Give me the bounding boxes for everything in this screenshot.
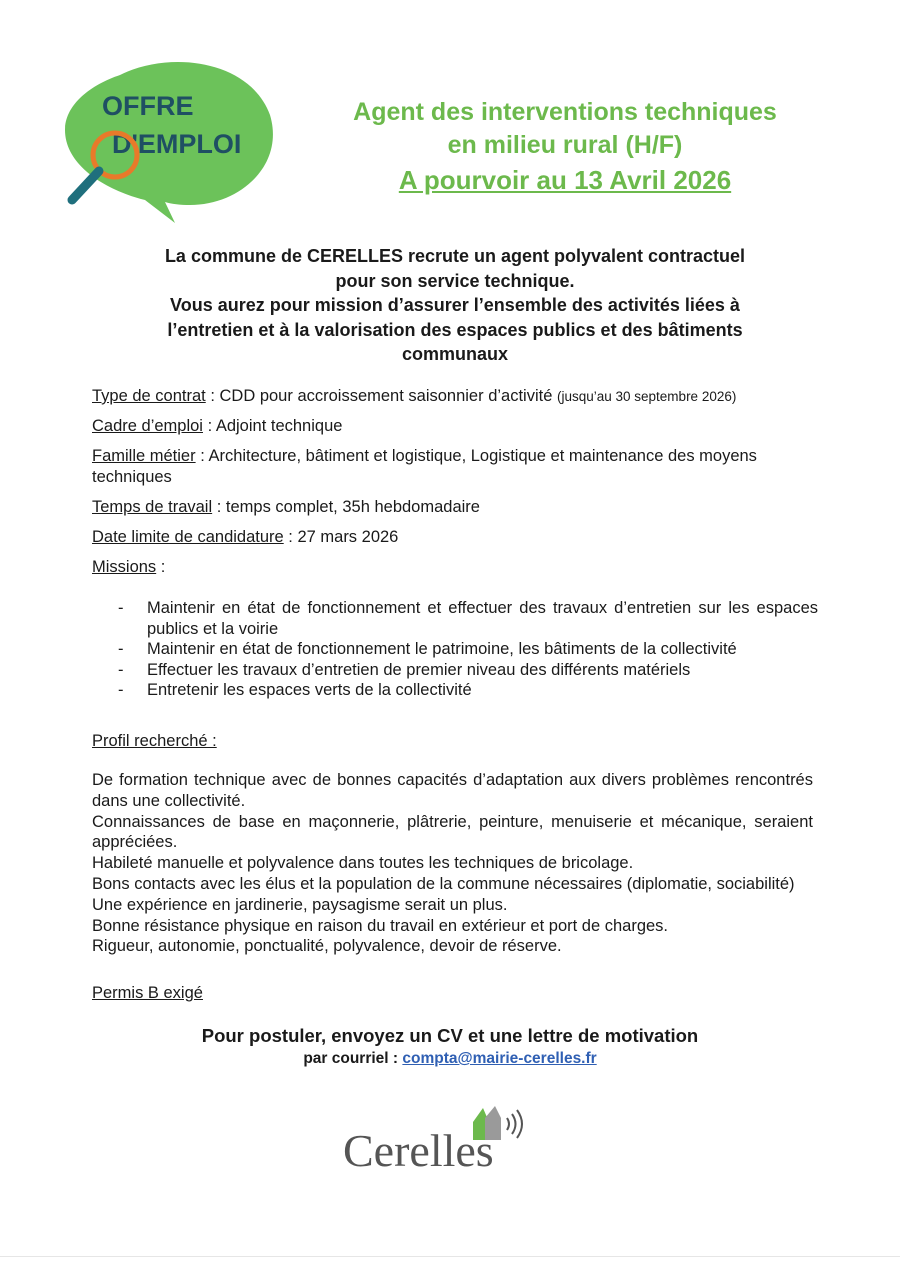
job-details	[92, 386, 822, 587]
list-item: - Entretenir les espaces verts de la collectivité	[118, 680, 818, 701]
profil-line: Habileté manuelle et polyvalence dans toutes les techniques de bricolage.	[92, 854, 634, 873]
field-note: (jusqu’au 30 septembre 2026)	[556, 389, 737, 404]
list-item: - Effectuer les travaux d’entretien de premier niveau des différents matériels	[118, 660, 818, 681]
field-value: : temps complet, 35h hebdomadaire	[212, 498, 480, 516]
intro-paragraph	[95, 244, 815, 367]
email-link[interactable]: compta@mairie-cerelles.fr	[402, 1050, 597, 1067]
profil-title: Profil recherché :	[92, 732, 217, 750]
job-title-line1: Agent des interventions techniques	[353, 98, 777, 126]
profil-line: Bons contacts avec les élus et la population de la commune nécessaires (diplomatie, sociabilité)	[92, 874, 795, 893]
bell-sound-icon	[507, 1110, 522, 1138]
apply-via: par courriel :	[303, 1050, 403, 1067]
badge-line2: D'EMPLOI	[112, 129, 242, 159]
intro-line: l’entretien et à la valorisation des espaces publics et des bâtiments	[167, 319, 743, 340]
cerelles-wordmark: Cerelles	[343, 1125, 494, 1176]
job-start-date: A pourvoir au 13 Avril 2026	[398, 165, 732, 195]
field-famille	[92, 446, 822, 488]
footer-divider	[0, 1256, 900, 1257]
field-value: : Architecture, bâtiment et logistique, Logistique et maintenance des moyens techniques	[92, 447, 757, 486]
list-item: - Maintenir en état de fonctionnement le patrimoine, les bâtiments de la collectivité	[118, 639, 818, 660]
cerelles-logo	[335, 1100, 535, 1180]
field-label: Famille métier	[92, 447, 196, 465]
intro-line: La commune de CERELLES recrute un agent polyvalent contractuel	[164, 246, 746, 266]
apply-sub	[0, 1048, 900, 1070]
job-title-block	[300, 96, 830, 198]
list-item: - Maintenir en état de fonctionnement et effectuer des travaux d’entretien sur les espaces publics et la voirie	[118, 598, 818, 639]
intro-line: pour son service technique.	[335, 270, 575, 291]
field-cadre	[92, 416, 822, 437]
offre-emploi-logo	[50, 55, 290, 225]
field-value: : CDD pour accroissement saisonnier d’activité	[205, 387, 557, 405]
profil-line: De formation technique avec de bonnes capacités d’adaptation aux divers problèmes rencontrés dans une collectivité.	[92, 771, 813, 810]
field-contract	[92, 386, 822, 407]
field-missions	[92, 557, 822, 578]
intro-line: Vous aurez pour mission d’assurer l’ensemble des activités liées à	[170, 295, 740, 315]
field-value: :	[156, 558, 166, 576]
field-value: : Adjoint technique	[202, 417, 343, 435]
field-label: Type de contrat	[92, 387, 206, 405]
field-date-limite	[92, 527, 822, 548]
intro-line: communaux	[401, 344, 509, 364]
profil-line: Une expérience en jardinerie, paysagisme serait un plus.	[92, 895, 508, 914]
field-label: Missions	[92, 558, 157, 576]
field-label: Cadre d’emploi	[92, 417, 203, 435]
profil-line: Rigueur, autonomie, ponctualité, polyvalence, devoir de réserve.	[92, 937, 562, 956]
badge-line1: OFFRE	[102, 91, 194, 121]
job-title-line2: en milieu rural (H/F)	[447, 131, 683, 159]
profil-text	[92, 770, 813, 957]
profil-line: Connaissances de base en maçonnerie, plâtrerie, peinture, menuiserie et mécanique, seraient appréciées.	[92, 812, 813, 852]
apply-section	[0, 1024, 900, 1070]
field-value: : 27 mars 2026	[283, 528, 399, 546]
apply-main: Pour postuler, envoyez un CV et une lettre de motivation	[201, 1025, 699, 1046]
field-temps	[92, 497, 822, 518]
profil-line: Bonne résistance physique en raison du travail en extérieur et port de charges.	[92, 916, 669, 935]
missions-list	[118, 598, 818, 701]
field-label: Temps de travail	[92, 498, 213, 516]
permis-requirement: Permis B exigé	[92, 984, 203, 1002]
field-label: Date limite de candidature	[92, 528, 284, 546]
